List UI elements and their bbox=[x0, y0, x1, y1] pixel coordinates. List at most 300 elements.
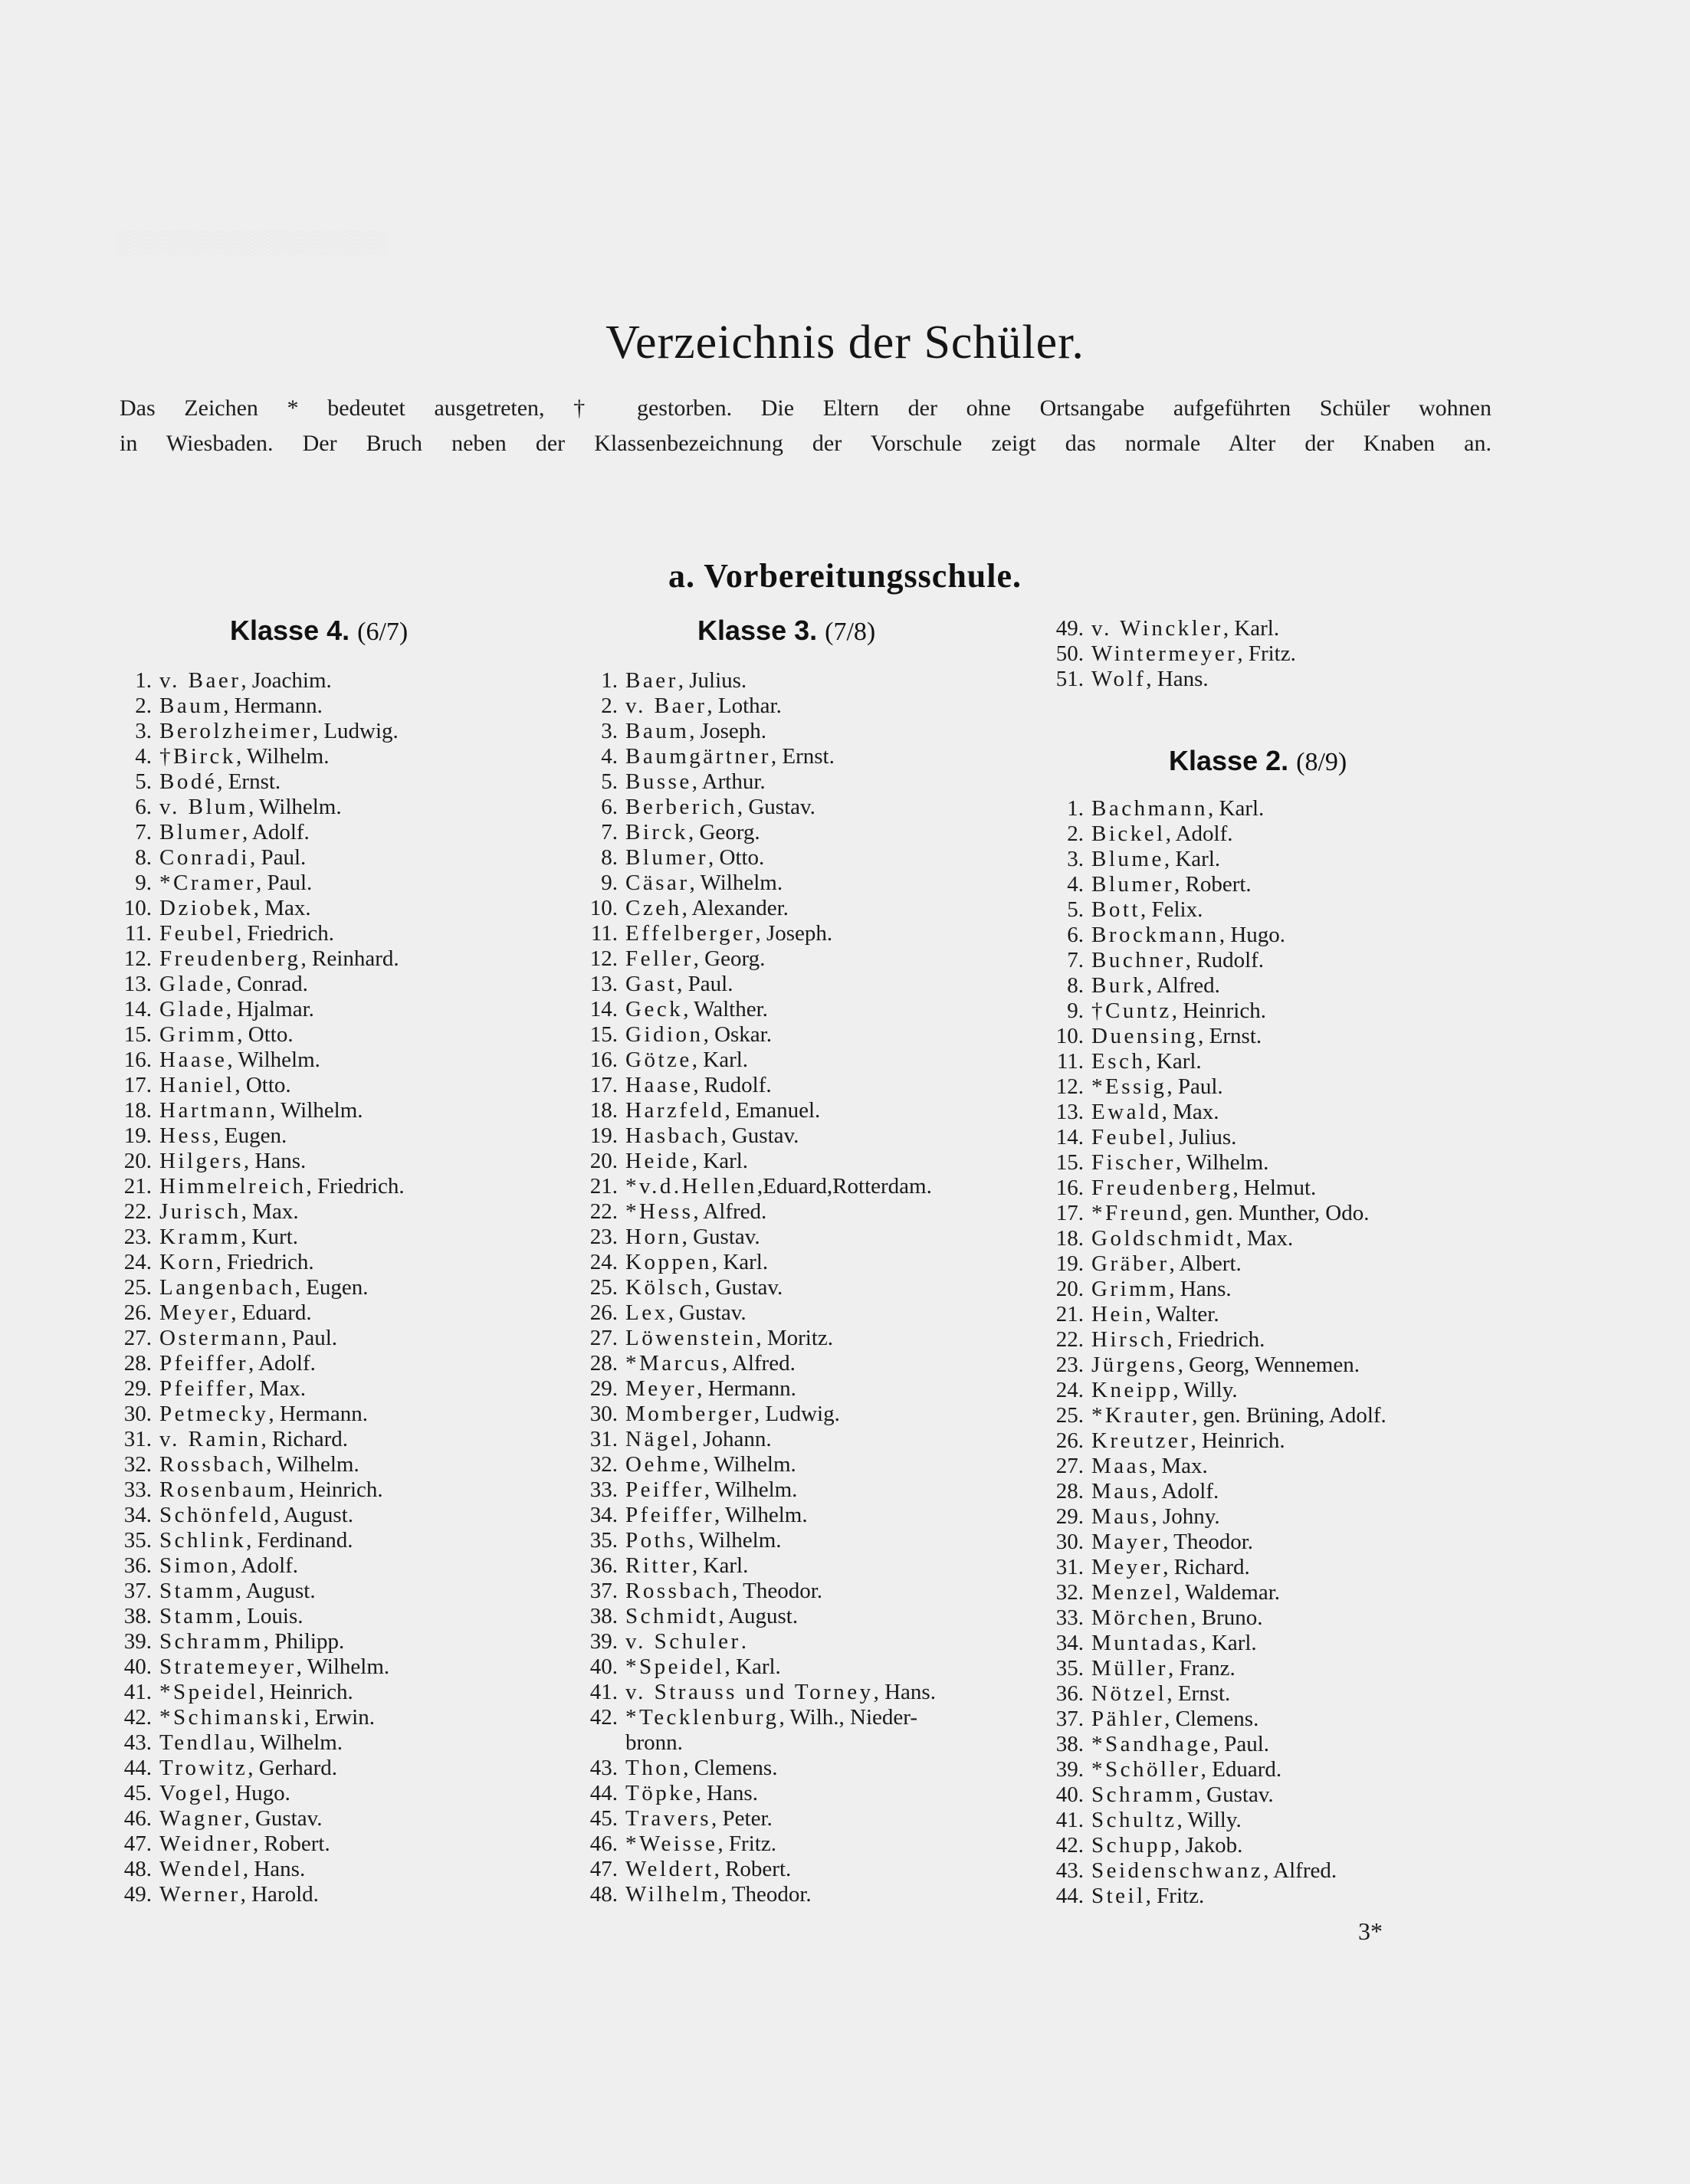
student-surname: Harzfeld bbox=[625, 1098, 725, 1123]
student-given-name: , Gustav. bbox=[737, 795, 815, 819]
student-surname: Pfeiffer bbox=[159, 1376, 249, 1401]
klasse-2-row bbox=[1016, 1125, 1553, 1150]
student-entry bbox=[159, 1882, 319, 1907]
row-number: 17. bbox=[1055, 1201, 1084, 1225]
student-entry bbox=[625, 946, 765, 972]
row-number: 35. bbox=[1055, 1656, 1084, 1681]
student-entry bbox=[1091, 1530, 1253, 1555]
row-number: 18. bbox=[123, 1098, 152, 1123]
student-given-name: , Gustav. bbox=[668, 1300, 747, 1325]
student-given-name: , Adolf. bbox=[1165, 821, 1233, 846]
student-given-name: , Wilhelm. bbox=[1175, 1150, 1269, 1175]
student-given-name: , Karl. bbox=[691, 1048, 749, 1072]
student-surname: Busse bbox=[625, 769, 692, 794]
row-number: 37. bbox=[589, 1579, 618, 1603]
student-given-name: , Friedrich. bbox=[1167, 1327, 1265, 1352]
klasse-3-row bbox=[550, 1730, 1041, 1756]
student-surname: Birck bbox=[625, 820, 688, 844]
student-surname: Gidion bbox=[625, 1022, 704, 1047]
row-number: 22. bbox=[589, 1199, 618, 1224]
klasse-4-label: Klasse 4. bbox=[230, 615, 350, 646]
student-entry bbox=[159, 1326, 337, 1351]
student-surname: Baer bbox=[625, 668, 678, 693]
student-entry bbox=[625, 1477, 797, 1503]
student-given-name: , Hans. bbox=[873, 1680, 936, 1704]
student-given-name: ,Eduard,Rotterdam. bbox=[756, 1174, 932, 1199]
student-given-name: , Helmut. bbox=[1232, 1176, 1317, 1200]
row-number: 28. bbox=[589, 1351, 618, 1376]
student-surname: *Krauter bbox=[1091, 1403, 1193, 1428]
student-given-name: , Rudolf. bbox=[693, 1073, 772, 1097]
row-number: 12. bbox=[123, 946, 152, 971]
student-surname: Langenbach bbox=[159, 1275, 295, 1300]
student-entry bbox=[1091, 1605, 1262, 1631]
row-number: 47. bbox=[123, 1831, 152, 1856]
klasse-2-row bbox=[1016, 1327, 1553, 1353]
student-given-name: , Bruno. bbox=[1190, 1605, 1263, 1630]
student-surname: *Schöller bbox=[1091, 1757, 1201, 1782]
row-number: 44. bbox=[1055, 1884, 1084, 1908]
row-number: 23. bbox=[589, 1225, 618, 1249]
row-number: 27. bbox=[123, 1326, 152, 1350]
row-number: 42. bbox=[123, 1705, 152, 1730]
student-given-name: , Emanuel. bbox=[724, 1098, 821, 1123]
student-given-name: , Hans. bbox=[695, 1781, 758, 1805]
student-given-name: , Ludwig. bbox=[312, 719, 399, 743]
student-entry bbox=[625, 1199, 766, 1225]
student-given-name: , Hans. bbox=[243, 1149, 307, 1173]
student-entry bbox=[1091, 1808, 1242, 1833]
row-number: 38. bbox=[123, 1604, 152, 1628]
student-given-name: , Alexander. bbox=[681, 896, 789, 920]
student-given-name: , Wilhelm. bbox=[269, 1098, 363, 1123]
klasse-4-row bbox=[84, 845, 514, 871]
row-number: 32. bbox=[589, 1452, 618, 1477]
student-surname: Himmelreich bbox=[159, 1174, 307, 1199]
row-number: 29. bbox=[589, 1376, 618, 1401]
row-number: 34. bbox=[1055, 1631, 1084, 1655]
student-given-name: , Wilhelm. bbox=[249, 1730, 343, 1755]
student-surname: v. Strauss und Torney bbox=[625, 1680, 874, 1704]
student-given-name: , Eugen. bbox=[294, 1275, 369, 1300]
row-number: 21. bbox=[589, 1174, 618, 1199]
student-surname: Peiffer bbox=[625, 1477, 704, 1502]
student-surname: Grimm bbox=[1091, 1277, 1170, 1301]
klasse-3-row bbox=[550, 1376, 1041, 1402]
student-given-name: , Wilhelm. bbox=[703, 1452, 796, 1477]
student-given-name: , Karl. bbox=[692, 1553, 749, 1578]
student-given-name: , Willy. bbox=[1176, 1808, 1242, 1832]
student-given-name: , Joseph. bbox=[755, 921, 833, 946]
student-entry bbox=[159, 845, 306, 871]
row-number: 9. bbox=[1067, 999, 1084, 1023]
klasse-2-row bbox=[1016, 1504, 1553, 1530]
student-surname: Nägel bbox=[625, 1427, 692, 1451]
klasse-2-row bbox=[1016, 1858, 1553, 1884]
row-number: 14. bbox=[589, 997, 618, 1021]
student-entry bbox=[159, 1402, 368, 1427]
row-number: 36. bbox=[123, 1553, 152, 1578]
klasse-4-row bbox=[84, 795, 514, 820]
student-surname: Wolf bbox=[1091, 667, 1147, 691]
row-number: 20. bbox=[123, 1149, 152, 1173]
student-entry bbox=[159, 769, 281, 795]
student-surname: Wagner bbox=[159, 1806, 244, 1831]
student-entry bbox=[625, 1680, 936, 1705]
student-entry bbox=[625, 1098, 820, 1123]
student-surname: Blume bbox=[1091, 847, 1164, 871]
klasse-4-row bbox=[84, 1629, 514, 1654]
klasse-3-row bbox=[550, 1402, 1041, 1427]
student-entry bbox=[1091, 1428, 1285, 1454]
student-surname: v. Baer bbox=[159, 668, 241, 693]
student-given-name: , Peter. bbox=[711, 1806, 773, 1831]
student-entry bbox=[625, 1402, 840, 1427]
student-given-name: , Ludwig. bbox=[753, 1402, 840, 1426]
student-entry bbox=[159, 820, 310, 845]
row-number: 24. bbox=[1055, 1378, 1084, 1402]
student-surname: *Speidel bbox=[159, 1680, 259, 1704]
student-given-name: , Felix. bbox=[1140, 897, 1203, 922]
row-number: 40. bbox=[1055, 1782, 1084, 1807]
student-entry bbox=[1091, 948, 1264, 973]
klasse-4-row bbox=[84, 694, 514, 719]
student-surname: Berberich bbox=[625, 795, 737, 819]
student-given-name: , Paul. bbox=[249, 845, 307, 870]
student-surname: v. Schuler bbox=[625, 1629, 741, 1654]
student-surname: Weidner bbox=[159, 1831, 254, 1856]
student-entry bbox=[159, 871, 312, 896]
student-surname: Kölsch bbox=[625, 1275, 705, 1300]
row-number: 22. bbox=[1055, 1327, 1084, 1352]
student-surname: Müller bbox=[1091, 1656, 1168, 1681]
row-number: 19. bbox=[1055, 1251, 1084, 1276]
klasse-2-row bbox=[1016, 847, 1553, 872]
student-surname: Stamm bbox=[159, 1579, 236, 1603]
student-given-name: , Julius. bbox=[1167, 1125, 1237, 1149]
student-entry bbox=[625, 769, 766, 795]
student-entry bbox=[159, 1250, 314, 1275]
student-given-name: , Joseph. bbox=[689, 719, 766, 743]
student-surname: Lex bbox=[625, 1300, 668, 1325]
student-given-name: , Wilh., Nieder- bbox=[779, 1705, 918, 1730]
row-number: 10. bbox=[589, 896, 618, 920]
student-surname: Meyer bbox=[625, 1376, 697, 1401]
student-surname: Ewald bbox=[1091, 1100, 1162, 1124]
row-number: 30. bbox=[123, 1402, 152, 1426]
klasse-4-row bbox=[84, 1654, 514, 1680]
row-number: 43. bbox=[1055, 1858, 1084, 1883]
student-entry bbox=[625, 744, 835, 769]
student-surname: Czeh bbox=[625, 896, 682, 920]
student-given-name: , August. bbox=[235, 1579, 316, 1603]
student-entry bbox=[1091, 821, 1233, 847]
student-entry bbox=[159, 719, 399, 744]
student-given-name: , Johny. bbox=[1151, 1504, 1220, 1529]
student-entry bbox=[1091, 667, 1209, 692]
klasse-2-label: Klasse 2. bbox=[1169, 745, 1289, 776]
student-surname: Fischer bbox=[1091, 1150, 1176, 1175]
klasse-4-row bbox=[84, 1730, 514, 1756]
klasse-2-row bbox=[1016, 1403, 1553, 1428]
student-entry bbox=[625, 1174, 932, 1199]
row-number: 33. bbox=[1055, 1605, 1084, 1630]
klasse-4-row bbox=[84, 1098, 514, 1123]
student-given-name: , Hermann. bbox=[697, 1376, 796, 1401]
student-given-name: , Karl. bbox=[1145, 1049, 1202, 1074]
row-number: 41. bbox=[1055, 1808, 1084, 1832]
row-number: 38. bbox=[1055, 1732, 1084, 1756]
student-entry bbox=[1091, 1757, 1281, 1782]
student-entry bbox=[159, 1680, 353, 1705]
student-given-name: , Gerhard. bbox=[248, 1756, 338, 1780]
student-entry bbox=[625, 845, 764, 871]
row-number: 45. bbox=[589, 1806, 618, 1831]
klasse-4-row bbox=[84, 1250, 514, 1275]
klasse-3-row bbox=[550, 694, 1041, 719]
row-number: 3. bbox=[1067, 847, 1084, 871]
student-surname: Hartmann bbox=[159, 1098, 270, 1123]
section-heading-vorbereitungsschule: a. Vorbereitungsschule. bbox=[668, 557, 1022, 595]
student-given-name: , August. bbox=[718, 1604, 799, 1628]
student-surname: †Birck bbox=[159, 744, 236, 769]
klasse-3-row bbox=[550, 1098, 1041, 1123]
student-given-name: , Alfred. bbox=[693, 1199, 767, 1224]
klasse-3-age-ratio: (7/8) bbox=[825, 618, 876, 646]
student-surname: *v.d.Hellen bbox=[625, 1174, 757, 1199]
row-number: 5. bbox=[1067, 897, 1084, 922]
row-number: 40. bbox=[123, 1654, 152, 1679]
student-given-name: , Theodor. bbox=[732, 1579, 823, 1603]
klasse-4-row bbox=[84, 1300, 514, 1326]
student-entry bbox=[159, 1452, 359, 1477]
student-entry bbox=[1091, 847, 1220, 872]
student-entry bbox=[625, 1073, 772, 1098]
student-surname: Trowitz bbox=[159, 1756, 248, 1780]
klasse-4-row bbox=[84, 1477, 514, 1503]
student-surname: Baum bbox=[159, 694, 224, 718]
student-given-name: , Karl. bbox=[1163, 847, 1221, 871]
student-surname: Pfeiffer bbox=[625, 1503, 715, 1527]
student-surname: Cäsar bbox=[625, 871, 690, 895]
student-given-name: , Moritz. bbox=[756, 1326, 833, 1350]
student-given-name: , Wilhelm. bbox=[235, 744, 330, 769]
student-given-name: , Kurt. bbox=[241, 1225, 299, 1249]
student-entry bbox=[159, 1857, 305, 1882]
row-number: 9. bbox=[601, 871, 618, 895]
klasse-4-row bbox=[84, 997, 514, 1022]
student-surname: v. Ramin bbox=[159, 1427, 261, 1451]
student-given-name: , Conrad. bbox=[225, 972, 308, 996]
row-number: 1. bbox=[1067, 796, 1084, 821]
student-given-name: bronn. bbox=[625, 1730, 683, 1755]
klasse-3-row bbox=[550, 1781, 1041, 1806]
row-number: 23. bbox=[1055, 1353, 1084, 1377]
student-entry bbox=[1091, 1732, 1269, 1757]
klasse-4-row bbox=[84, 1806, 514, 1831]
student-entry bbox=[1091, 1555, 1250, 1580]
student-entry bbox=[159, 1275, 369, 1300]
student-surname: Werner bbox=[159, 1882, 241, 1907]
student-surname: Götze bbox=[625, 1048, 692, 1072]
student-surname: *Sandhage bbox=[1091, 1732, 1213, 1756]
klasse-4-row bbox=[84, 1503, 514, 1528]
student-surname: Mörchen bbox=[1091, 1605, 1191, 1630]
student-entry bbox=[625, 795, 815, 820]
row-number: 34. bbox=[123, 1503, 152, 1527]
klasse-3-row bbox=[550, 1604, 1041, 1629]
student-given-name: , Paul. bbox=[677, 972, 733, 996]
student-surname: Schultz bbox=[1091, 1808, 1177, 1832]
row-number: 28. bbox=[123, 1351, 152, 1376]
klasse-4-row bbox=[84, 1680, 514, 1705]
student-entry bbox=[1091, 1302, 1219, 1327]
row-number: 8. bbox=[1067, 973, 1084, 998]
student-given-name: , Fritz. bbox=[717, 1831, 776, 1856]
student-entry bbox=[159, 896, 311, 921]
student-given-name: , Adolf. bbox=[248, 1351, 316, 1376]
row-number: 51. bbox=[1055, 667, 1084, 691]
student-entry bbox=[1091, 1631, 1257, 1656]
klasse-4-row bbox=[84, 744, 514, 769]
student-given-name: , Franz. bbox=[1167, 1656, 1236, 1681]
student-given-name: , Karl. bbox=[1208, 796, 1265, 821]
student-given-name: , Rudolf. bbox=[1185, 948, 1265, 972]
row-number: 16. bbox=[589, 1048, 618, 1072]
student-surname: Pfeiffer bbox=[159, 1351, 249, 1376]
student-surname: Feubel bbox=[1091, 1125, 1168, 1149]
row-number: 30. bbox=[1055, 1530, 1084, 1554]
student-given-name: , Johann. bbox=[691, 1427, 772, 1451]
klasse-2-row bbox=[1016, 872, 1553, 897]
student-given-name: , Hermann. bbox=[268, 1402, 369, 1426]
student-given-name: , Lothar. bbox=[707, 694, 782, 718]
row-number: 8. bbox=[601, 845, 618, 870]
row-number: 2. bbox=[135, 694, 152, 718]
student-entry bbox=[625, 1275, 783, 1300]
student-entry bbox=[1091, 1479, 1219, 1504]
student-given-name: , Ernst. bbox=[217, 769, 281, 794]
student-given-name: , Max. bbox=[1236, 1226, 1294, 1251]
klasse-4-row bbox=[84, 1402, 514, 1427]
klasse-4-row bbox=[84, 1149, 514, 1174]
row-number: 1. bbox=[135, 668, 152, 693]
student-surname: Freudenberg bbox=[159, 946, 301, 971]
row-number: 4. bbox=[601, 744, 618, 769]
student-given-name: , Wilhelm. bbox=[296, 1654, 390, 1679]
student-given-name: , Heinrich. bbox=[258, 1680, 353, 1704]
klasse-3-row bbox=[550, 1705, 1041, 1730]
student-surname: Mayer bbox=[1091, 1530, 1163, 1554]
student-given-name: , Oskar. bbox=[703, 1022, 772, 1047]
row-number: 21. bbox=[1055, 1302, 1084, 1326]
klasse-3-row bbox=[550, 1326, 1041, 1351]
student-surname: Meyer bbox=[1091, 1555, 1163, 1579]
klasse-4-row bbox=[84, 1073, 514, 1098]
row-number: 19. bbox=[123, 1123, 152, 1148]
student-given-name: , Waldemar. bbox=[1173, 1580, 1281, 1605]
student-entry bbox=[625, 1553, 748, 1579]
student-given-name: , Robert. bbox=[714, 1857, 792, 1881]
student-entry bbox=[625, 1857, 791, 1882]
row-number: 49. bbox=[1055, 616, 1084, 641]
student-entry bbox=[625, 1730, 683, 1756]
student-given-name: , Adolf. bbox=[1151, 1479, 1219, 1504]
student-given-name: , Friedrich. bbox=[306, 1174, 405, 1199]
student-entry bbox=[1091, 1125, 1236, 1150]
student-entry bbox=[625, 1781, 758, 1806]
klasse-2-row bbox=[1016, 1681, 1553, 1707]
row-number: 4. bbox=[135, 744, 152, 769]
student-surname: Burk bbox=[1091, 973, 1147, 998]
klasse-4-row bbox=[84, 1857, 514, 1882]
row-number: 32. bbox=[123, 1452, 152, 1477]
student-surname: Jurisch bbox=[159, 1199, 241, 1224]
klasse-3-row bbox=[550, 1654, 1041, 1680]
student-surname: Baumgärtner bbox=[625, 744, 771, 769]
klasse-4-row bbox=[84, 871, 514, 896]
row-number: 13. bbox=[589, 972, 618, 996]
student-entry bbox=[159, 1528, 353, 1553]
student-entry bbox=[625, 1503, 808, 1528]
klasse-4-row bbox=[84, 1123, 514, 1149]
klasse-3-row bbox=[1016, 667, 1476, 692]
student-entry bbox=[159, 1073, 291, 1098]
student-surname: Haniel bbox=[159, 1073, 235, 1097]
student-surname: *Weisse bbox=[625, 1831, 718, 1856]
student-surname: v. Baer bbox=[625, 694, 707, 718]
klasse-4-row bbox=[84, 1351, 514, 1376]
student-surname: Geck bbox=[625, 997, 684, 1021]
student-entry bbox=[1091, 1024, 1262, 1049]
klasse-2-row bbox=[1016, 1302, 1553, 1327]
klasse-3-heading bbox=[697, 615, 875, 647]
student-surname: Thon bbox=[625, 1756, 684, 1780]
row-number: 25. bbox=[589, 1275, 618, 1300]
row-number: 20. bbox=[1055, 1277, 1084, 1301]
row-number: 33. bbox=[589, 1477, 618, 1502]
klasse-4-row bbox=[84, 1275, 514, 1300]
student-entry bbox=[159, 1629, 344, 1654]
student-surname: Poths bbox=[625, 1528, 688, 1553]
klasse-2-row bbox=[1016, 1024, 1553, 1049]
student-given-name: , Alfred. bbox=[1263, 1858, 1337, 1883]
student-entry bbox=[159, 1376, 306, 1402]
student-given-name: , Georg. bbox=[687, 820, 760, 844]
klasse-3-row bbox=[550, 1452, 1041, 1477]
klasse-3-row bbox=[550, 1756, 1041, 1781]
student-entry bbox=[625, 1250, 768, 1275]
student-surname: Heide bbox=[625, 1149, 692, 1173]
student-surname: Koppen bbox=[625, 1250, 712, 1274]
student-given-name: , Karl. bbox=[1222, 616, 1280, 641]
student-entry bbox=[159, 1225, 298, 1250]
row-number: 5. bbox=[135, 769, 152, 794]
student-surname: Hirsch bbox=[1091, 1327, 1167, 1352]
klasse-4-row bbox=[84, 769, 514, 795]
student-surname: Goldschmidt bbox=[1091, 1226, 1236, 1251]
student-surname: Hess bbox=[159, 1123, 214, 1148]
student-given-name: , Heinrich. bbox=[288, 1477, 383, 1502]
klasse-3-row bbox=[550, 1199, 1041, 1225]
klasse-4-row bbox=[84, 820, 514, 845]
student-surname: Blumer bbox=[159, 820, 242, 844]
row-number: 7. bbox=[1067, 948, 1084, 972]
intro-line-2: in Wiesbaden. Der Bruch neben der Klassenbezeichnung der Vorschule zeigt das normale Alter der Knaben an. bbox=[120, 431, 1491, 456]
student-given-name: , Louis. bbox=[235, 1604, 304, 1628]
student-entry bbox=[625, 997, 768, 1022]
student-given-name: , Hans. bbox=[1169, 1277, 1232, 1301]
